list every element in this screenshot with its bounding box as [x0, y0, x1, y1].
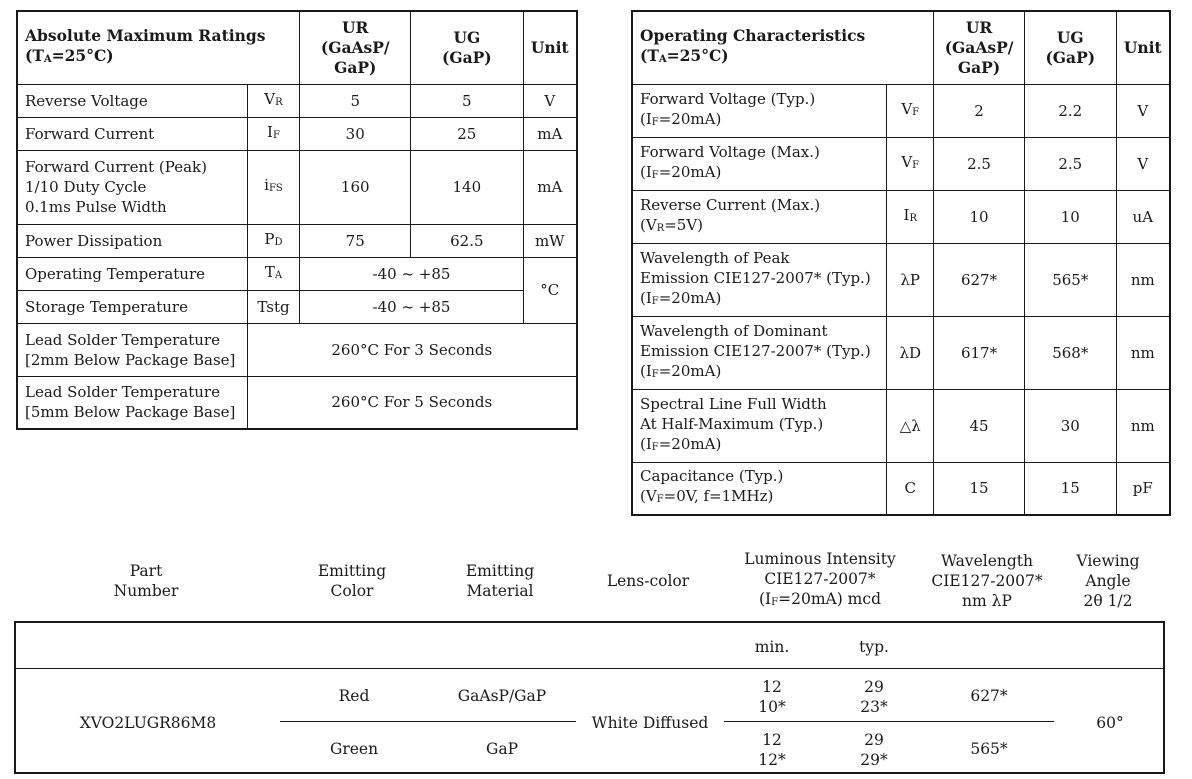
- table-row: [632, 316, 1170, 389]
- symbol-cell: $I_F$: [247, 117, 300, 150]
- unit-cell: nm: [1116, 243, 1170, 316]
- symbol-cell: Tstg: [247, 290, 300, 323]
- material-red: GaAsP/GaP: [457, 687, 547, 705]
- ug-value: 30: [1024, 389, 1116, 462]
- header-viewing-angle: Viewing Angle 2θ 1/2: [1076, 552, 1140, 610]
- temp-unit-cell: °C: [523, 257, 577, 323]
- param-cell: Capacitance (Typ.) ($V_F=0V$, f=1MHz): [632, 462, 887, 515]
- symbol-cell: $I_R$: [887, 190, 934, 243]
- part-table: [14, 621, 1165, 774]
- min-green: 12 12*: [758, 731, 786, 769]
- ur-value: 75: [300, 224, 411, 257]
- range-value: -40 ~ +85: [300, 290, 523, 323]
- amr-title: Absolute Maximum Ratings: [25, 25, 266, 45]
- param-cell: Storage Temperature: [17, 290, 247, 323]
- ur-value: 617*: [934, 316, 1025, 389]
- table-row: [17, 257, 577, 290]
- table-row: [17, 376, 577, 429]
- header-luminous-intensity: Luminous Intensity CIE127-2007* $(I_F=20mA)$ mcd: [744, 550, 896, 608]
- param-cell: Wavelength of Dominant Emission CIE127-2007* (Typ.) $(I_F=20mA)$: [632, 316, 887, 389]
- absolute-maximum-ratings-table: [16, 10, 578, 430]
- ug-value: 62.5: [411, 224, 524, 257]
- header-lens-color: Lens-color: [606, 572, 690, 590]
- symbol-cell: λD: [887, 316, 934, 389]
- param-cell: Reverse Current (Max.) $(V_R=5V)$: [632, 190, 887, 243]
- min-red: 12 10*: [758, 678, 786, 716]
- operating-characteristics-table: [631, 10, 1171, 516]
- table-row: [17, 84, 577, 117]
- material-green: GaP: [485, 740, 519, 758]
- ug-value: 568*: [1024, 316, 1116, 389]
- ug-value: 25: [411, 117, 524, 150]
- row-separator-right: [724, 721, 1054, 722]
- unit-cell: mA: [523, 150, 577, 224]
- ur-value: 45: [934, 389, 1025, 462]
- param-cell: Forward Current (Peak) 1/10 Duty Cycle 0.1ms Pulse Width: [17, 150, 247, 224]
- symbol-cell: $V_F$: [887, 137, 934, 190]
- table-row: [632, 84, 1170, 137]
- amr-col-ug: UG (GaP): [411, 11, 524, 84]
- ug-value: 15: [1024, 462, 1116, 515]
- param-cell: Lead Solder Temperature [2mm Below Package Base]: [17, 323, 247, 376]
- param-cell: Wavelength of Peak Emission CIE127-2007* (Typ.) $(I_F=20mA)$: [632, 243, 887, 316]
- wave-red: 627*: [970, 687, 1008, 705]
- symbol-cell: $P_D$: [247, 224, 300, 257]
- ug-value: 565*: [1024, 243, 1116, 316]
- part-number: XVO2LUGR86M8: [79, 714, 217, 732]
- typ-red: 29 23*: [860, 678, 888, 716]
- param-cell: Spectral Line Full Width At Half-Maximum (Typ.) $(I_F=20mA)$: [632, 389, 887, 462]
- unit-cell: V: [1116, 84, 1170, 137]
- ur-value: 2.5: [934, 137, 1025, 190]
- unit-cell: V: [1116, 137, 1170, 190]
- symbol-cell: $V_R$: [247, 84, 300, 117]
- ur-value: 2: [934, 84, 1025, 137]
- unit-cell: nm: [1116, 316, 1170, 389]
- table-row: [632, 462, 1170, 515]
- symbol-cell: $i_{FS}$: [247, 150, 300, 224]
- ur-value: 10: [934, 190, 1025, 243]
- ur-value: 15: [934, 462, 1025, 515]
- param-cell: Forward Current: [17, 117, 247, 150]
- table-row: [17, 290, 577, 323]
- param-cell: Operating Temperature: [17, 257, 247, 290]
- symbol-cell: C: [887, 462, 934, 515]
- amr-col-unit: Unit: [523, 11, 577, 84]
- viewing-angle: 60°: [1096, 714, 1124, 732]
- ur-value: 5: [300, 84, 411, 117]
- param-cell: Reverse Voltage: [17, 84, 247, 117]
- table-row: [17, 224, 577, 257]
- header-part-number: Part Number: [113, 562, 179, 600]
- oc-col-ur: UR (GaAsP/ GaP): [934, 11, 1025, 84]
- ur-value: 627*: [934, 243, 1025, 316]
- ur-value: 160: [300, 150, 411, 224]
- ug-value: 10: [1024, 190, 1116, 243]
- symbol-cell: $V_F$: [887, 84, 934, 137]
- oc-col-ug: UG (GaP): [1024, 11, 1116, 84]
- ug-value: 2.5: [1024, 137, 1116, 190]
- unit-cell: mW: [523, 224, 577, 257]
- amr-condition: $(T_A=25^\circ C)$: [25, 45, 114, 65]
- ug-value: 5: [411, 84, 524, 117]
- oc-condition: $(T_A=25^\circ C)$: [640, 45, 729, 65]
- range-value: -40 ~ +85: [300, 257, 523, 290]
- typ-green: 29 29*: [860, 731, 888, 769]
- wave-green: 565*: [970, 740, 1008, 758]
- ug-value: 2.2: [1024, 84, 1116, 137]
- lens-color: White Diffused: [591, 714, 709, 732]
- part-table-header: [14, 546, 1166, 616]
- amr-col-ur: UR (GaAsP/ GaP): [300, 11, 411, 84]
- amr-title-cell: [17, 11, 300, 84]
- header-wavelength: Wavelength CIE127-2007* nm λP: [931, 552, 1043, 610]
- oc-header-row: [632, 11, 1170, 84]
- unit-cell: pF: [1116, 462, 1170, 515]
- table-row: [632, 190, 1170, 243]
- unit-cell: V: [523, 84, 577, 117]
- row-separator-left: [280, 721, 576, 722]
- table-row: [632, 137, 1170, 190]
- solder-value: 260°C For 5 Seconds: [247, 376, 577, 429]
- solder-value: 260°C For 3 Seconds: [247, 323, 577, 376]
- min-label: min.: [754, 638, 790, 656]
- table-row: [17, 150, 577, 224]
- param-cell: Forward Voltage (Max.) $(I_F=20mA)$: [632, 137, 887, 190]
- ur-value: 30: [300, 117, 411, 150]
- header-emitting-material: Emitting Material: [465, 562, 535, 600]
- table-row: [17, 117, 577, 150]
- symbol-cell: $T_A$: [247, 257, 300, 290]
- color-red: Red: [338, 687, 370, 705]
- symbol-cell: λP: [887, 243, 934, 316]
- unit-cell: mA: [523, 117, 577, 150]
- typ-label: typ.: [859, 638, 889, 656]
- param-cell: Forward Voltage (Typ.) $(I_F=20mA)$: [632, 84, 887, 137]
- header-divider: [16, 668, 1163, 669]
- table-row: [632, 389, 1170, 462]
- table-row: [632, 243, 1170, 316]
- header-emitting-color: Emitting Color: [317, 562, 387, 600]
- table-row: [17, 323, 577, 376]
- oc-title: Operating Characteristics: [640, 25, 866, 45]
- oc-col-unit: Unit: [1116, 11, 1170, 84]
- symbol-cell: △λ: [887, 389, 934, 462]
- param-cell: Power Dissipation: [17, 224, 247, 257]
- oc-title-cell: [632, 11, 934, 84]
- amr-header-row: [17, 11, 577, 84]
- unit-cell: uA: [1116, 190, 1170, 243]
- color-green: Green: [329, 740, 379, 758]
- param-cell: Lead Solder Temperature [5mm Below Package Base]: [17, 376, 247, 429]
- unit-cell: nm: [1116, 389, 1170, 462]
- ug-value: 140: [411, 150, 524, 224]
